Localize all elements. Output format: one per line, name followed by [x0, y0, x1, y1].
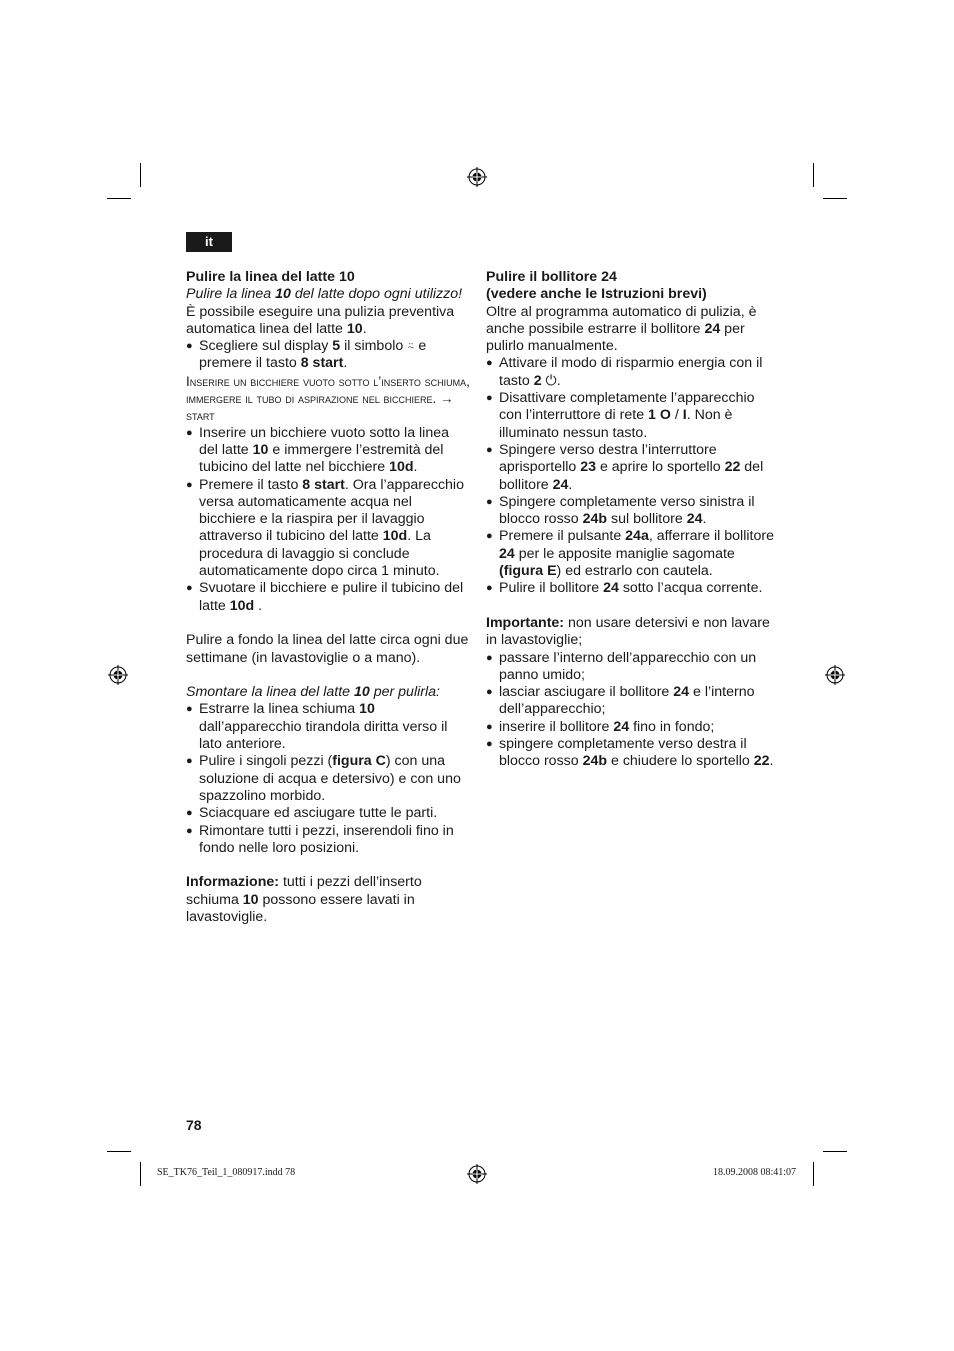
crop-mark: [107, 198, 131, 199]
milk-froth-icon: ⍨: [407, 339, 415, 354]
slug-filename: SE_TK76_Teil_1_080917.indd 78: [157, 1167, 296, 1178]
list-item: ● Estrarre la linea schiuma 10 dall’apparecchio tirandola diritta verso il lato anteriore.: [186, 701, 471, 753]
intro-italic: Pulire la linea 10 del latte dopo ogni utilizzo!: [186, 286, 463, 303]
list-item: ● Sciacquare ed asciugare tutte le parti.: [186, 805, 471, 822]
section-title: Pulire il bollitore 24: [486, 269, 617, 285]
list-item: ● Attivare il modo di risparmio energia con il tasto 2 ⏻.: [486, 355, 774, 390]
left-column: [186, 269, 471, 926]
crop-mark: [140, 1162, 141, 1186]
list-item: ● inserire il bollitore 24 fino in fondo;: [486, 719, 774, 736]
list-item: ● passare l’interno dell’apparecchio con un panno umido;: [486, 650, 774, 685]
crop-mark: [823, 1151, 847, 1152]
list-item: ● Inserire un bicchiere vuoto sotto la linea del latte 10 e immergere l’estremità del tubicino del latte nel bicchiere 10d.: [186, 425, 471, 477]
crop-mark: [140, 163, 141, 187]
list-item: ● Svuotare il bicchiere e pulire il tubicino del latte 10d .: [186, 580, 471, 615]
list-item: ● Premere il tasto 8 start. Ora l’apparecchio versa automaticamente acqua nel bicchiere e la riaspira per il lavaggio attraverso il tubicino del latte 10d. La procedura di lavaggio si conclude automaticamente dopo circa 1 minuto.: [186, 477, 471, 581]
language-tab: it: [186, 232, 232, 252]
paragraph: Pulire a fondo la linea del latte circa ogni due settimane (in lavastoviglie o a mano).: [186, 632, 469, 666]
list-item: ● spingere completamente verso destra il blocco rosso 24b e chiudere lo sportello 22.: [486, 736, 774, 771]
arrow-right-icon: →: [440, 391, 454, 407]
crop-mark: [107, 1151, 131, 1152]
right-column: [486, 269, 774, 771]
crop-mark: [813, 1162, 814, 1186]
subheading-italic: Smontare la linea del latte 10 per pulirla:: [186, 684, 440, 701]
crop-mark: [823, 198, 847, 199]
crosshair-registration-icon: [825, 665, 845, 685]
crosshair-registration-icon: [467, 167, 487, 187]
section-subtitle: (vedere anche le Istruzioni brevi): [486, 286, 707, 303]
list-item: ● Spingere completamente verso sinistra il blocco rosso 24b sul bollitore 24.: [486, 494, 774, 529]
crosshair-registration-icon: [467, 1164, 487, 1184]
crop-mark: [813, 163, 814, 187]
important-note: Importante: non usare detersivi e non lavare in lavastoviglie;: [486, 614, 770, 649]
list-item: ● Pulire il bollitore 24 sotto l’acqua corrente.: [486, 580, 774, 597]
info-note: Informazione: tutti i pezzi dell’inserto schiuma 10 possono essere lavati in lavastoviglie.: [186, 874, 422, 925]
list-item: ● Premere il pulsante 24a, afferrare il bollitore 24 per le apposite maniglie sagomate (figura E) ed estrarlo con cautela.: [486, 528, 774, 580]
section-title: Pulire la linea del latte 10: [186, 269, 355, 285]
list-item: ● Rimontare tutti i pezzi, inserendoli fino in fondo nelle loro posizioni.: [186, 823, 471, 858]
list-item: ● Disattivare completamente l’apparecchio con l’interruttore di rete 1 O / I. Non è illuminato nessun tasto.: [486, 390, 774, 442]
display-text: Inserire un bicchiere vuoto sotto l’inserto schiuma, immergere il tubo di aspirazione nel bicchiere. → start: [186, 373, 470, 424]
crosshair-registration-icon: [108, 665, 128, 685]
slug-timestamp: 18.09.2008 08:41:07: [713, 1167, 797, 1178]
paragraph: Oltre al programma automatico di pulizia, è anche possibile estrarre il bollitore 24 per pulirlo manualmente.: [486, 303, 757, 355]
list-item: ● Pulire i singoli pezzi (figura C) con una soluzione di acqua e detersivo) e con uno spazzolino morbido.: [186, 753, 471, 805]
list-item: ● lasciar asciugare il bollitore 24 e l’interno dell’apparecchio;: [486, 684, 774, 719]
power-icon: ⏻: [545, 372, 557, 389]
list-item: ● Spingere verso destra l’interruttore aprisportello 23 e aprire lo sportello 22 del bollitore 24.: [486, 442, 774, 494]
list-item: ● Scegliere sul display 5 il simbolo ⍨ e premere il tasto 8 start.: [186, 338, 471, 373]
page-number: 78: [186, 1117, 202, 1133]
paragraph: È possibile eseguire una pulizia preventiva automatica linea del latte 10.: [186, 303, 455, 337]
